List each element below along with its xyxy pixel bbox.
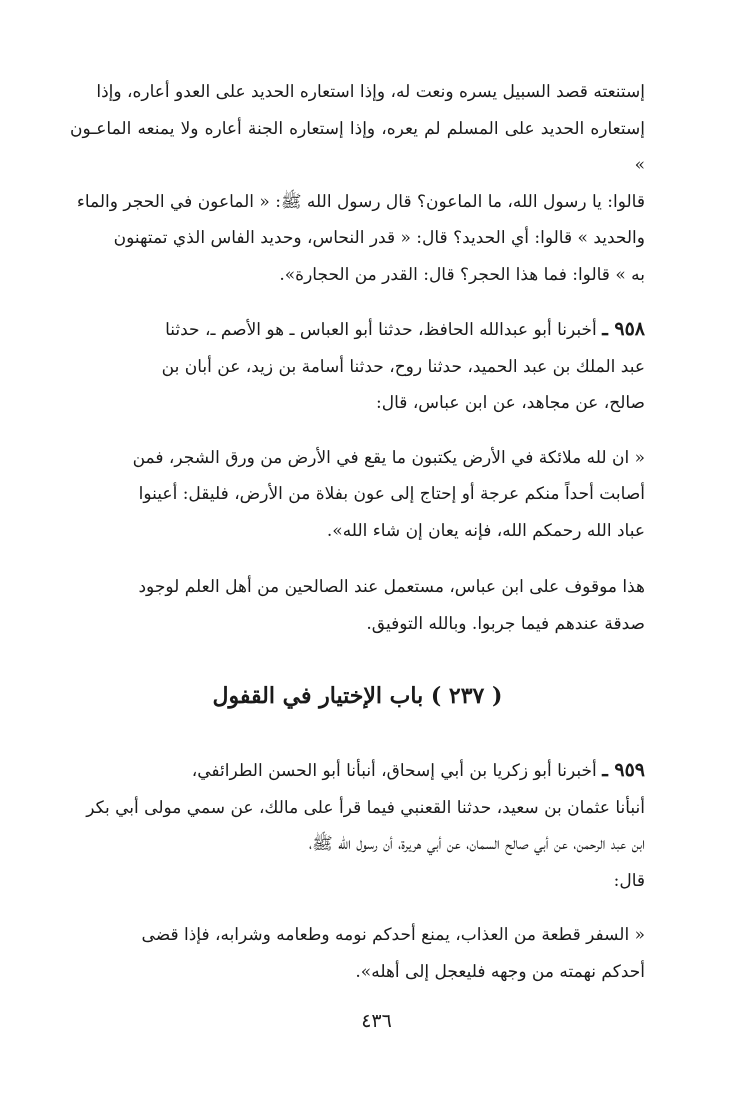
paragraph-hadith-959-text: [70, 917, 645, 990]
text-line: به » قالوا: فما هذا الحجر؟ قال: القدر من الحجارة».: [279, 264, 645, 285]
page-body: [70, 74, 645, 990]
text-line: « ان لله ملائكة في الأرض يكتبون ما يقع في الأرض من ورق الشجر، فمن: [132, 447, 645, 468]
text-line: والحديد » قالوا: أي الحديد؟ قال: « قدر النحاس، وحديد الفاس الذي تمتهنون: [113, 228, 645, 248]
text-line: أحدكم نهمته من وجهه فليعجل إلى أهله».: [355, 961, 645, 982]
text-line: إستعاره الحديد على المسلم لم يعره، وإذا إستعاره الجنة أعاره ولا يمنعه الماعـون »: [70, 118, 645, 175]
paragraph-hadith-continuation: [70, 74, 645, 293]
hadith-number: ٩٥٨ ـ: [602, 318, 645, 340]
hadith-number: ٩٥٩ ـ: [602, 759, 645, 781]
page-number: ٤٣٦: [361, 1010, 392, 1032]
text-line: أنبأنا عثمان بن سعيد، حدثنا القعنبي فيما قرأ على مالك، عن سمي مولى أبي بكر: [86, 797, 645, 818]
text-line: هذا موقوف على ابن عباس، مستعمل عند الصالحين من أهل العلم لوجود: [138, 577, 645, 597]
text-line: عباد الله رحمكم الله، فإنه يعان إن شاء الله».: [326, 520, 645, 541]
text-line: أخبرنا أبو زكريا بن أبي إسحاق، أنبأنا أبو الحسن الطرائفي،: [191, 761, 597, 781]
text-line: قالوا: يا رسول الله، ما الماعون؟ قال رسول الله ﷺ: « الماعون في الحجر والماء: [76, 191, 645, 212]
text-line: أصابت أحداً منكم عرجة أو إحتاج إلى عون بفلاة من الأرض، فليقل: أعينوا: [138, 484, 645, 504]
text-line: قال:: [613, 870, 645, 891]
paragraph-commentary: [70, 569, 645, 642]
text-line: أخبرنا أبو عبدالله الحافظ، حدثنا أبو العباس ـ هو الأصم ـ، حدثنا: [165, 320, 597, 340]
paragraph-hadith-958-text: [70, 440, 645, 550]
chapter-title: ( ٢٣٧ ) باب الإختيار في القفول: [212, 683, 503, 709]
text-line: إستنعته قصد السبيل يسره ونعت له، وإذا استعاره الحديد على العدو أعاره، وإذا: [96, 82, 645, 102]
text-line: ابن عبد الرحمن، عن أبي صالح السمان، عن أبي هريرة، أن رسول الله ﷺ،: [308, 834, 645, 854]
text-line: صدقة عندهم فيما جربوا. وبالله التوفيق.: [366, 613, 645, 634]
text-line: عبد الملك بن عبد الحميد، حدثنا روح، حدثنا أسامة بن زيد، عن أبان بن: [161, 356, 645, 377]
paragraph-hadith-958: [70, 311, 645, 422]
paragraph-hadith-959: [70, 752, 645, 899]
text-line: صالح، عن مجاهد، عن ابن عباس، قال:: [376, 393, 645, 413]
text-line: « السفر قطعة من العذاب، يمنع أحدكم نومه وطعامه وشرابه، فإذا قضى: [141, 925, 645, 945]
